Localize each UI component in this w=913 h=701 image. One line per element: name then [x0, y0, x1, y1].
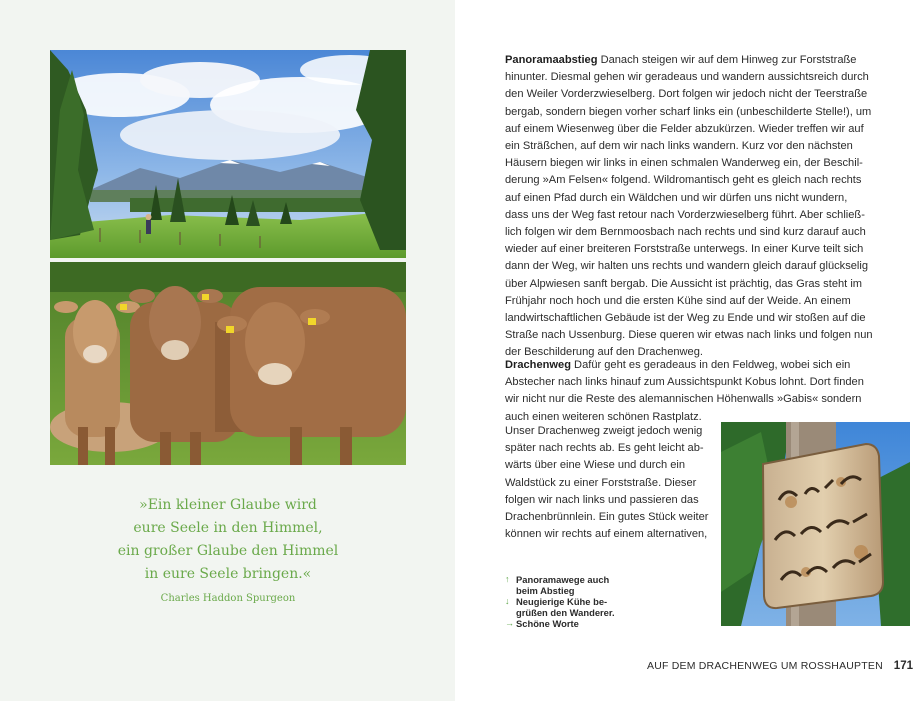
quote-line: ein großer Glaube den Himmel — [117, 543, 339, 559]
body-line: Abstecher nach links hinauf zum Aussichtspunkt Kobus lohnt. Dort finden — [505, 376, 864, 389]
body-line: bergab, sondern biegen vorher scharf links ein (unbeschilderte Stelle!), um — [505, 105, 872, 118]
wooden-sign-photo — [721, 422, 910, 626]
body-line: Frühjahr noch hoch und die ersten Kühe sind auf der Weide. An einem — [505, 294, 851, 307]
body-line: Drachenbrünnlein. Ein gutes Stück weiter — [505, 511, 709, 524]
body-line: Unser Drachenweg zweigt jedoch wenig — [505, 425, 703, 437]
quote-author: Charles Haddon Spurgeon — [160, 593, 296, 604]
page-footer — [647, 660, 913, 672]
quote-line: in eure Seele bringen.« — [144, 566, 312, 582]
right-page — [455, 0, 913, 701]
cows-photo — [50, 262, 406, 465]
body-line: wieder auf einer breiteren Forststraße unterwegs. In einer Kurve teilt sich — [505, 243, 864, 256]
arrow-right-icon: → — [505, 618, 514, 628]
caption-line: Neugierige Kühe be- — [516, 596, 608, 607]
arrow-up-icon: ↑ — [505, 574, 510, 584]
caption-item — [505, 574, 635, 596]
body-line: dass uns der Weg fast retour nach Vorderzwieselberg führt. Aber schließ- — [505, 208, 865, 221]
body-line: dann der Weg, wir halten uns rechts und wandern gleich darauf glückselig — [505, 260, 869, 273]
body-line: Straße nach Ussenburg. Diese queren wir etwas nach links und folgen nun — [505, 329, 873, 342]
body-line: über Alpwiesen sanft bergab. Die Aussicht ist prächtig, das Gras steht im — [505, 277, 863, 290]
quote-line: eure Seele in den Himmel, — [133, 520, 323, 536]
body-line: später nach rechts ab. Es geht leicht ab- — [505, 442, 704, 455]
photo-captions — [505, 574, 635, 629]
body-line: wir nicht nur die Reste des alemannischen Höhenwalls »Gabis« sondern — [505, 393, 862, 406]
caption-line: Panoramawege auch — [516, 574, 610, 585]
section-heading: Drachenweg — [505, 359, 571, 371]
body-line: der Beschilderung auf den Drachenweg. — [505, 346, 703, 359]
body-line: Waldstück zu einer Forststraße. Dieser — [505, 476, 697, 489]
body-line: derung »Am Felsen« folgend. Wildromantisch geht es gleich nach rechts — [505, 174, 862, 187]
left-page — [0, 0, 455, 701]
body-line: wärts über eine Wiese und durch ein — [505, 459, 686, 472]
body-line: auf einen Pfad durch ein Wäldchen und wir dürfen uns nicht wundern, — [505, 191, 848, 204]
running-title: AUF DEM DRACHENWEG UM ROSSHAUPTEN — [647, 660, 883, 672]
section-drachenweg-continued — [505, 423, 709, 543]
quote — [100, 494, 356, 586]
caption-item — [505, 596, 635, 618]
caption-line: grüßen den Wanderer. — [516, 607, 615, 618]
body-line: lich folgen wir dem Bernmoosbach nach rechts und sind kurz darauf auch — [505, 226, 866, 239]
body-line: hinunter. Diesmal gehen wir geradeaus und wandern aussichtsreich durch — [505, 71, 869, 84]
body-line: auch einen weiteren schönen Rastplatz. — [505, 410, 702, 423]
body-line: den Weiler Vorderzwieselberg. Dort folgen wir jedoch nicht der Teerstraße — [505, 88, 868, 101]
body-line: ein Sträßchen, auf dem wir nach links wandern. Kurz vor den nächsten — [505, 140, 853, 153]
section-drachenweg — [505, 357, 862, 426]
body-line: folgen wir nach links und passieren das — [505, 493, 699, 506]
arrow-down-icon: ↓ — [505, 596, 510, 606]
body-line: auf einem Wiesenweg über die Felder abzukürzen. Wieder treffen wir auf — [505, 122, 864, 135]
caption-line: beim Abstieg — [516, 585, 575, 596]
page-number: 171 — [893, 660, 913, 672]
section-panoramaabstieg — [505, 52, 873, 362]
body-line: landwirtschaftlichen Gebäude ist der Weg zu Ende und wir stoßen auf die — [505, 312, 866, 325]
quote-line: »Ein kleiner Glaube wird — [139, 497, 317, 513]
body-line: Häusern biegen wir links in einen schmalen Wanderweg ein, der Beschil- — [505, 157, 863, 170]
landscape-photo — [50, 50, 406, 258]
body-line: Danach steigen wir auf dem Hinweg zur Forststraße — [597, 54, 857, 66]
body-line: können wir rechts auf einem alternativen, — [505, 528, 708, 541]
body-line: Dafür geht es geradeaus in den Feldweg, wobei sich ein — [570, 359, 851, 371]
caption-line: Schöne Worte — [516, 618, 579, 629]
section-heading: Panoramaabstieg — [505, 54, 598, 66]
caption-item — [505, 618, 635, 629]
